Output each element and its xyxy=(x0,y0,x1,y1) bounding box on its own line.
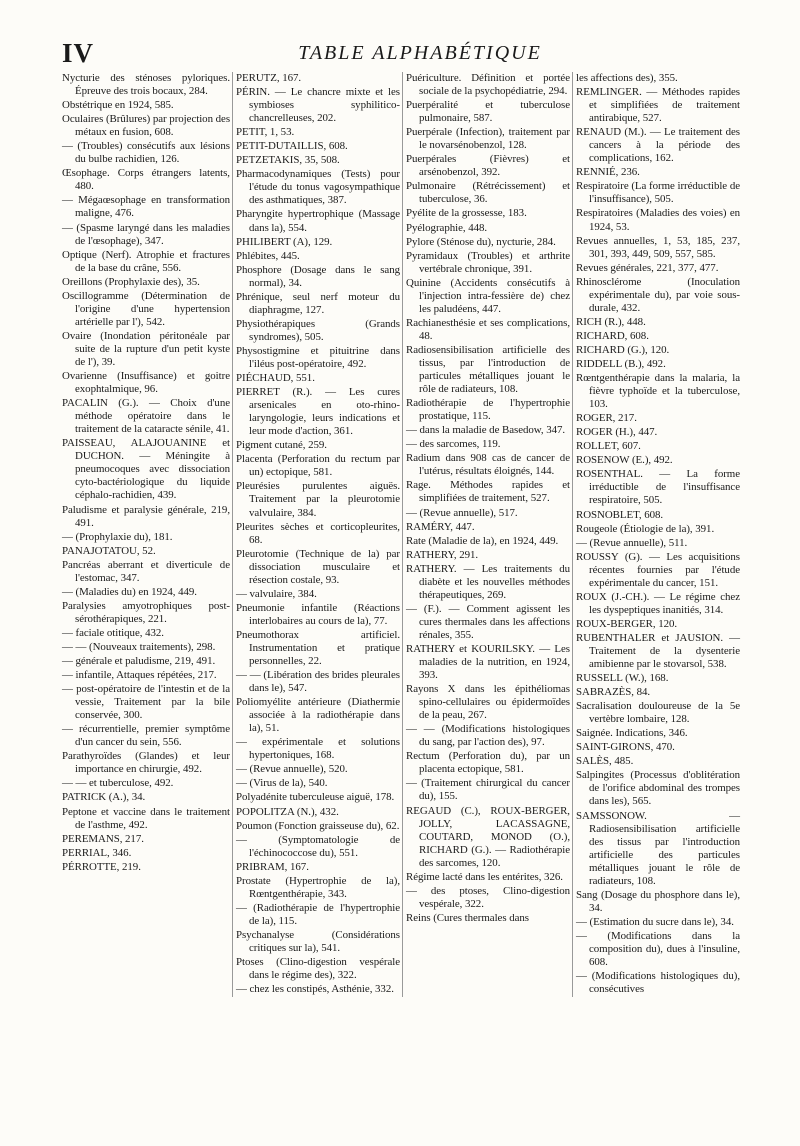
index-entry: Pyramidaux (Troubles) et arthrite vertébrale chronique, 391. xyxy=(406,249,570,275)
index-entry: Rayons X dans les épithéliomas spino-cellulaires ou épidermoïdes de la peau, 267. xyxy=(406,683,570,722)
index-entry: — faciale otitique, 432. xyxy=(62,626,164,639)
index-entry: Sang (Dosage du phosphore dans le), 34. xyxy=(576,888,740,914)
index-entry: — — (Modifications histologiques du sang, par l'action des), 97. xyxy=(406,723,570,749)
index-entry: Physiothérapiques (Grands syndromes), 505. xyxy=(236,317,400,343)
index-entry: Phosphore (Dosage dans le sang normal), 34. xyxy=(236,263,400,289)
index-entry: Rougeole (Étiologie de la), 391. xyxy=(576,522,715,535)
index-entry: Régime lacté dans les entérites, 326. xyxy=(406,870,563,883)
index-entry: Nycturie des sténoses pyloriques. Épreuve des trois bocaux, 284. xyxy=(62,72,230,98)
index-entry: Reins (Cures thermales dans xyxy=(406,911,529,924)
index-entry: Pneumothorax artificiel. Instrumentation et pratique personnelles, 22. xyxy=(236,628,400,668)
index-entry: ROUX-BERGER, 120. xyxy=(576,617,678,630)
index-entry: PERUTZ, 167. xyxy=(236,72,302,84)
index-entry: — (Modifications dans la composition du), dues à l'insuline, 608. xyxy=(576,929,740,969)
index-entry: Puerpérales (Fièvres) et arsénobenzol, 392. xyxy=(406,153,570,179)
index-columns xyxy=(62,72,740,997)
index-entry: Parathyroïdes (Glandes) et leur importance en chirurgie, 492. xyxy=(62,750,230,776)
index-entry: RICH (R.), 448. xyxy=(576,315,646,328)
index-entry: Pancréas aberrant et diverticule de l'estomac, 347. xyxy=(62,558,230,584)
index-entry: Physostigmine et pituitrine dans l'iléus post-opératoire, 492. xyxy=(236,344,400,370)
index-entry: ROGER (H.), 447. xyxy=(576,426,658,439)
index-entry: — (Traitement chirurgical du cancer du), 155. xyxy=(406,777,570,803)
index-entry: Sacralisation douloureuse de la 5e vertèbre lombaire, 128. xyxy=(576,700,740,726)
index-entry: RATHERY et KOURILSKY. — Les maladies de la nutrition, en 1924, 393. xyxy=(406,642,570,682)
index-entry: RENNIÉ, 236. xyxy=(576,166,640,179)
index-entry: ROUSSY (G). — Les acquisitions récentes fournies par l'étude expérimentale du cancer, 151. xyxy=(576,550,740,589)
index-entry: Puériculture. Définition et portée sociale de la psychopédiatrie, 294. xyxy=(406,72,570,98)
index-entry: PAISSEAU, ALAJOUANINE et DUCHON. — Méningite à pneumocoques avec dissociation cyto-bactériologique du liquide céphalo-rachidien, 439. xyxy=(62,437,230,502)
index-entry: PETZETAKIS, 35, 508. xyxy=(236,154,340,167)
index-column-2 xyxy=(232,72,400,997)
index-entry: Peptone et vaccine dans le traitement de l'asthme, 492. xyxy=(62,805,230,831)
index-entry: Phrénique, seul nerf moteur du diaphragme, 127. xyxy=(236,290,400,316)
index-entry: — infantile, Attaques répétées, 217. xyxy=(62,669,217,682)
index-entry: Pigment cutané, 259. xyxy=(236,439,327,452)
index-entry: Radium dans 908 cas de cancer de l'utérus, résultats éloignés, 144. xyxy=(406,452,570,478)
index-entry: — (Troubles) consécutifs aux lésions du bulbe rachidien, 126. xyxy=(62,140,230,166)
index-entry: Obstétrique en 1924, 585. xyxy=(62,99,174,112)
index-entry: RUBENTHALER et JAUSION. — Traitement de la dysenterie amibienne par le stovarsol, 538. xyxy=(576,631,740,671)
index-entry: — (Spasme laryngé dans les maladies de l'œsophage), 347. xyxy=(62,221,230,247)
index-entry: Œsophage. Corps étrangers latents, 480. xyxy=(62,167,230,193)
index-entry: RUSSELL (W.), 168. xyxy=(576,672,669,685)
index-entry: Saignée. Indications, 346. xyxy=(576,727,688,740)
index-entry: ROSNOBLET, 608. xyxy=(576,508,664,521)
index-entry: PEREMANS, 217. xyxy=(62,832,144,845)
index-entry: Pharyngite hypertrophique (Massage dans la), 554. xyxy=(236,208,400,234)
index-entry: — chez les constipés, Asthénie, 332. xyxy=(236,983,394,996)
index-entry: Revues générales, 221, 377, 477. xyxy=(576,261,719,274)
index-entry: — générale et paludisme, 219, 491. xyxy=(62,655,216,668)
index-entry: Quinine (Accidents consécutifs à l'injection intra-fessière de) chez les paludéens, 447. xyxy=(406,276,570,315)
index-entry: Pylore (Sténose du), nycturie, 284. xyxy=(406,235,556,248)
index-entry: Rate (Maladie de la), en 1924, 449. xyxy=(406,534,559,547)
index-entry: Rhinosclérome (Inoculation expérimentale du), par voie sous-durale, 432. xyxy=(576,275,740,314)
index-entry: RICHARD, 608. xyxy=(576,329,649,342)
index-entry: RATHERY, 291. xyxy=(406,548,479,561)
index-column-1 xyxy=(62,72,230,997)
index-entry: ROSENTHAL. — La forme irréductible de l'insuffisance respiratoire, 505. xyxy=(576,468,740,507)
index-entry: SAMSSONOW. — Radiosensibilisation artificielle des tissus par l'introduction artificielle des particules métalliques jouant le rôle de radiateurs, 108. xyxy=(576,809,740,887)
index-entry: Placenta (Perforation du rectum par un) ectopique, 581. xyxy=(236,453,400,479)
page-header xyxy=(0,38,800,74)
index-entry: ROSENOW (E.), 492. xyxy=(576,454,673,467)
index-entry: Oreillons (Prophylaxie des), 35. xyxy=(62,275,200,288)
index-entry: PERRIAL, 346. xyxy=(62,846,132,859)
index-entry: REMLINGER. — Méthodes rapides et simplifiées de traitement antirabique, 527. xyxy=(576,86,740,125)
index-entry: — dans la maladie de Basedow, 347. xyxy=(406,424,566,437)
index-entry: les affections des), 355. xyxy=(576,72,678,84)
index-entry: Salpingites (Processus d'oblitération de l'orifice abdominal des trompes dans les), 565. xyxy=(576,769,740,808)
index-entry: Poliomyélite antérieure (Diathermie associée à la radiothérapie dans la), 51. xyxy=(236,696,400,735)
index-entry: POPOLITZA (N.), 432. xyxy=(236,805,339,818)
index-entry: — post-opératoire de l'intestin et de la vessie, Traitement par la bile conservée, 300. xyxy=(62,683,230,722)
index-entry: PÉRIN. — Le chancre mixte et les symbioses syphilitico-chancrelleuses, 202. xyxy=(236,86,400,125)
index-entry: RENAUD (M.). — Le traitement des cancers à la période des complications, 162. xyxy=(576,126,740,165)
index-entry: Ptoses (Clino-digestion vespérale dans le régime des), 322. xyxy=(236,956,400,982)
index-entry: — des ptoses, Clino-digestion vespérale, 322. xyxy=(406,884,570,910)
index-entry: PÉRROTTE, 219. xyxy=(62,860,141,873)
index-entry: Rectum (Perforation du), par un placenta ectopique, 581. xyxy=(406,750,570,776)
index-entry: Pleurites sèches et corticopleurites, 68. xyxy=(236,520,400,546)
index-entry: Respiratoire (La forme irréductible de l'insuffisance), 505. xyxy=(576,180,740,206)
index-entry: SABRAZÈS, 84. xyxy=(576,686,651,699)
index-entry: Pleurésies purulentes aiguës. Traitement par la pleurotomie valvulaire, 384. xyxy=(236,480,400,519)
index-entry: PETIT, 1, 53. xyxy=(236,126,295,139)
index-entry: — (Maladies du) en 1924, 449. xyxy=(62,585,197,598)
index-entry: SAINT-GIRONS, 470. xyxy=(576,741,675,754)
index-entry: — des sarcomes, 119. xyxy=(406,438,501,451)
index-entry: RATHERY. — Les traitements du diabète et les nouvelles méthodes thérapeutiques, 269. xyxy=(406,562,570,601)
index-entry: — expérimentale et solutions hypertoniques, 168. xyxy=(236,736,400,762)
index-entry: REGAUD (C.), ROUX-BERGER, JOLLY, LACASSAGNE, COUTARD, MONOD (O.), RICHARD (G.). — Radiothérapie des sarcomes, 120. xyxy=(406,804,570,869)
index-entry: Psychanalyse (Considérations critiques sur la), 541. xyxy=(236,928,400,954)
index-entry: Oscillogramme (Détermination de l'origine d'une hypertension artérielle par l'), 542. xyxy=(62,289,230,328)
index-entry: Oculaires (Brûlures) par projection des métaux en fusion, 608. xyxy=(62,113,231,139)
index-entry: — (Prophylaxie du), 181. xyxy=(62,530,173,543)
index-entry: Pneumonie infantile (Réactions interlobaires au cours de la), 77. xyxy=(236,601,400,627)
index-entry: PANAJOTATOU, 52. xyxy=(62,544,156,557)
index-entry: — — (Nouveaux traitements), 298. xyxy=(62,640,216,653)
index-entry: Rachianesthésie et ses complications, 48. xyxy=(406,316,570,342)
index-column-4 xyxy=(572,72,740,997)
index-entry: RICHARD (G.), 120. xyxy=(576,343,670,356)
index-entry: Phlébites, 445. xyxy=(236,249,300,262)
index-entry: Puerpérale (Infection), traitement par le novarsénobenzol, 128. xyxy=(406,126,570,152)
page-title: TABLE ALPHABÉTIQUE xyxy=(298,42,542,64)
index-entry: Rœntgenthérapie dans la malaria, la fièvre typhoïde et la tuberculose, 103. xyxy=(576,372,740,411)
index-entry: Polyadénite tuberculeuse aiguë, 178. xyxy=(236,791,395,804)
index-entry: RIDDELL (B.), 492. xyxy=(576,357,666,370)
index-entry: RAMÉRY, 447. xyxy=(406,520,475,533)
index-entry: Poumon (Fonction graisseuse du), 62. xyxy=(236,819,400,832)
index-entry: — — (Libération des brides pleurales dans le), 547. xyxy=(236,669,400,695)
page-number: IV xyxy=(62,38,95,68)
index-entry: — (Virus de la), 540. xyxy=(236,777,328,790)
index-entry: Respiratoires (Maladies des voies) en 1924, 53. xyxy=(576,207,740,233)
index-entry: PATRICK (A.), 34. xyxy=(62,791,146,804)
index-entry: — (Revue annuelle), 517. xyxy=(406,506,518,519)
index-entry: PRIBRAM, 167. xyxy=(236,860,309,873)
index-entry: Rage. Méthodes rapides et simplifiées de traitement, 527. xyxy=(406,479,570,505)
index-entry: Ovaire (Inondation péritonéale par suite de la rupture d'un petit kyste de l'), 39. xyxy=(62,329,230,368)
index-entry: — (Revue annuelle), 520. xyxy=(236,763,348,776)
index-entry: Prostate (Hypertrophie de la), Rœntgenthérapie, 343. xyxy=(236,874,400,900)
index-entry: PIÉCHAUD, 551. xyxy=(236,372,315,385)
index-entry: Optique (Nerf). Atrophie et fractures de la base du crâne, 556. xyxy=(62,248,230,274)
index-entry: — valvulaire, 384. xyxy=(236,587,317,600)
index-entry: ROLLET, 607. xyxy=(576,440,641,453)
index-entry: Pyélite de la grossesse, 183. xyxy=(406,207,527,220)
index-entry: Puerpéralité et tuberculose pulmonaire, 587. xyxy=(406,99,570,125)
index-entry: PACALIN (G.). — Choix d'une méthode opératoire dans le traitement de la cataracte sénile, 41. xyxy=(62,397,230,436)
index-entry: Pulmonaire (Rétrécissement) et tuberculose, 36. xyxy=(406,180,570,206)
index-entry: Pharmacodynamiques (Tests) pour l'étude du tonus vagosympathique des asthmatiques, 387. xyxy=(236,168,400,207)
index-entry: — — et tuberculose, 492. xyxy=(62,777,174,790)
index-entry: Revues annuelles, 1, 53, 185, 237, 301, 393, 449, 509, 557, 585. xyxy=(576,234,740,260)
index-entry: — récurrentielle, premier symptôme d'un cancer du sein, 556. xyxy=(62,723,230,749)
index-entry: SALÈS, 485. xyxy=(576,755,634,768)
index-entry: — (F.). — Comment agissent les cures thermales dans les affections rénales, 355. xyxy=(406,602,570,641)
index-entry: PIERRET (R.). — Les cures arsenicales en oto-rhino-laryngologie, leurs indications et leur mode d'action, 361. xyxy=(236,386,400,438)
index-entry: — (Radiothérapie de l'hypertrophie de la), 115. xyxy=(236,901,400,927)
index-column-3 xyxy=(402,72,570,997)
index-entry: Radiosensibilisation artificielle des tissus, par l'introduction de particules métalliques jouant le rôle de radiateurs, 108. xyxy=(406,343,570,396)
index-entry: — (Modifications histologiques du), consécutives xyxy=(576,970,740,996)
index-entry: Paludisme et paralysie générale, 219, 491. xyxy=(62,503,230,529)
index-entry: Ovarienne (Insuffisance) et goitre exophtalmique, 96. xyxy=(62,370,230,396)
index-entry: — Mégaœsophage en transformation maligne, 476. xyxy=(62,194,230,220)
index-entry: — (Estimation du sucre dans le), 34. xyxy=(576,915,734,928)
index-entry: Pyélographie, 448. xyxy=(406,221,488,234)
index-entry: ROUX (J.-CH.). — Le régime chez les dyspeptiques inanitiés, 314. xyxy=(576,590,740,616)
index-entry: Pleurotomie (Technique de la) par dissociation musculaire et résection costale, 93. xyxy=(236,547,400,586)
index-entry: PETIT-DUTAILLIS, 608. xyxy=(236,140,348,153)
index-entry: Radiothérapie de l'hypertrophie prostatique, 115. xyxy=(406,397,570,423)
index-entry: ROGER, 217. xyxy=(576,412,637,425)
index-entry: — (Symptomatologie de l'échinococcose du), 551. xyxy=(236,833,400,859)
index-entry: Paralysies amyotrophiques post-sérothérapiques, 221. xyxy=(62,599,230,625)
index-entry: — (Revue annuelle), 511. xyxy=(576,536,688,549)
index-entry: PHILIBERT (A), 129. xyxy=(236,235,333,248)
